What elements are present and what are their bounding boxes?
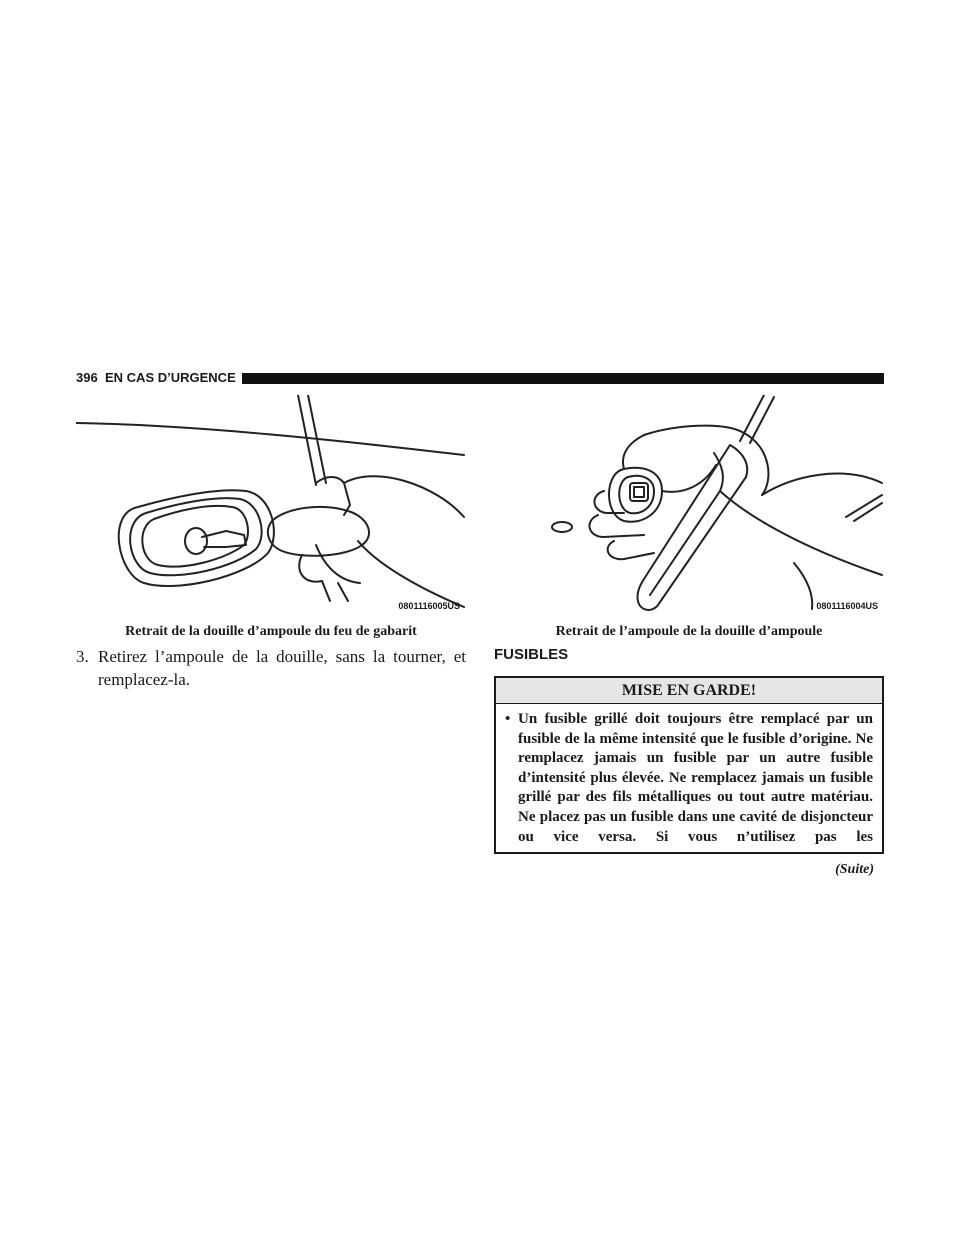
warning-body	[496, 704, 882, 847]
figure-code: 0801116005US	[398, 601, 460, 611]
step-text-line-2: remplacez-la.	[98, 670, 191, 689]
warning-text: Un fusible grillé doit toujours être remplacé par un fusible de la même intensité que le fusible d’origine. Ne remplacez jamais un fusible par un autre fusible d’intensité plus élevée. Ne remplacez jamais un fusible grillé par des fils métalliques ou tout autre matériau. Ne placez pas un fusible dans une cavité de disjoncteur ou vice versa. Si vous n’utilisez pas les	[518, 711, 873, 845]
page-number: 396	[76, 370, 98, 385]
step-text-line-1: Retirez l’ampoule de la douille, sans la tourner, et	[98, 647, 466, 666]
warning-title: MISE EN GARDE!	[496, 678, 882, 704]
warning-box	[494, 676, 884, 854]
header-rule	[242, 373, 884, 384]
continued-label: (Suite)	[835, 862, 874, 877]
bulb-removal-illustration	[494, 395, 884, 617]
section-title: EN CAS D’URGENCE	[105, 370, 236, 385]
step-text	[76, 645, 466, 691]
bullet-icon: •	[505, 711, 511, 727]
marker-light-socket-illustration	[76, 395, 466, 617]
step-3	[76, 645, 466, 691]
figure-caption-left: Retrait de la douille d’ampoule du feu de gabarit	[125, 624, 417, 639]
figure-marker-light-socket	[76, 395, 466, 617]
figure-caption-right: Retrait de l’ampoule de la douille d’ampoule	[555, 624, 823, 639]
figure-bulb-removal	[494, 395, 884, 617]
step-number: 3.	[76, 647, 89, 666]
page-header	[76, 370, 884, 386]
figure-code: 0801116004US	[816, 601, 878, 611]
fuses-heading: FUSIBLES	[494, 646, 569, 663]
